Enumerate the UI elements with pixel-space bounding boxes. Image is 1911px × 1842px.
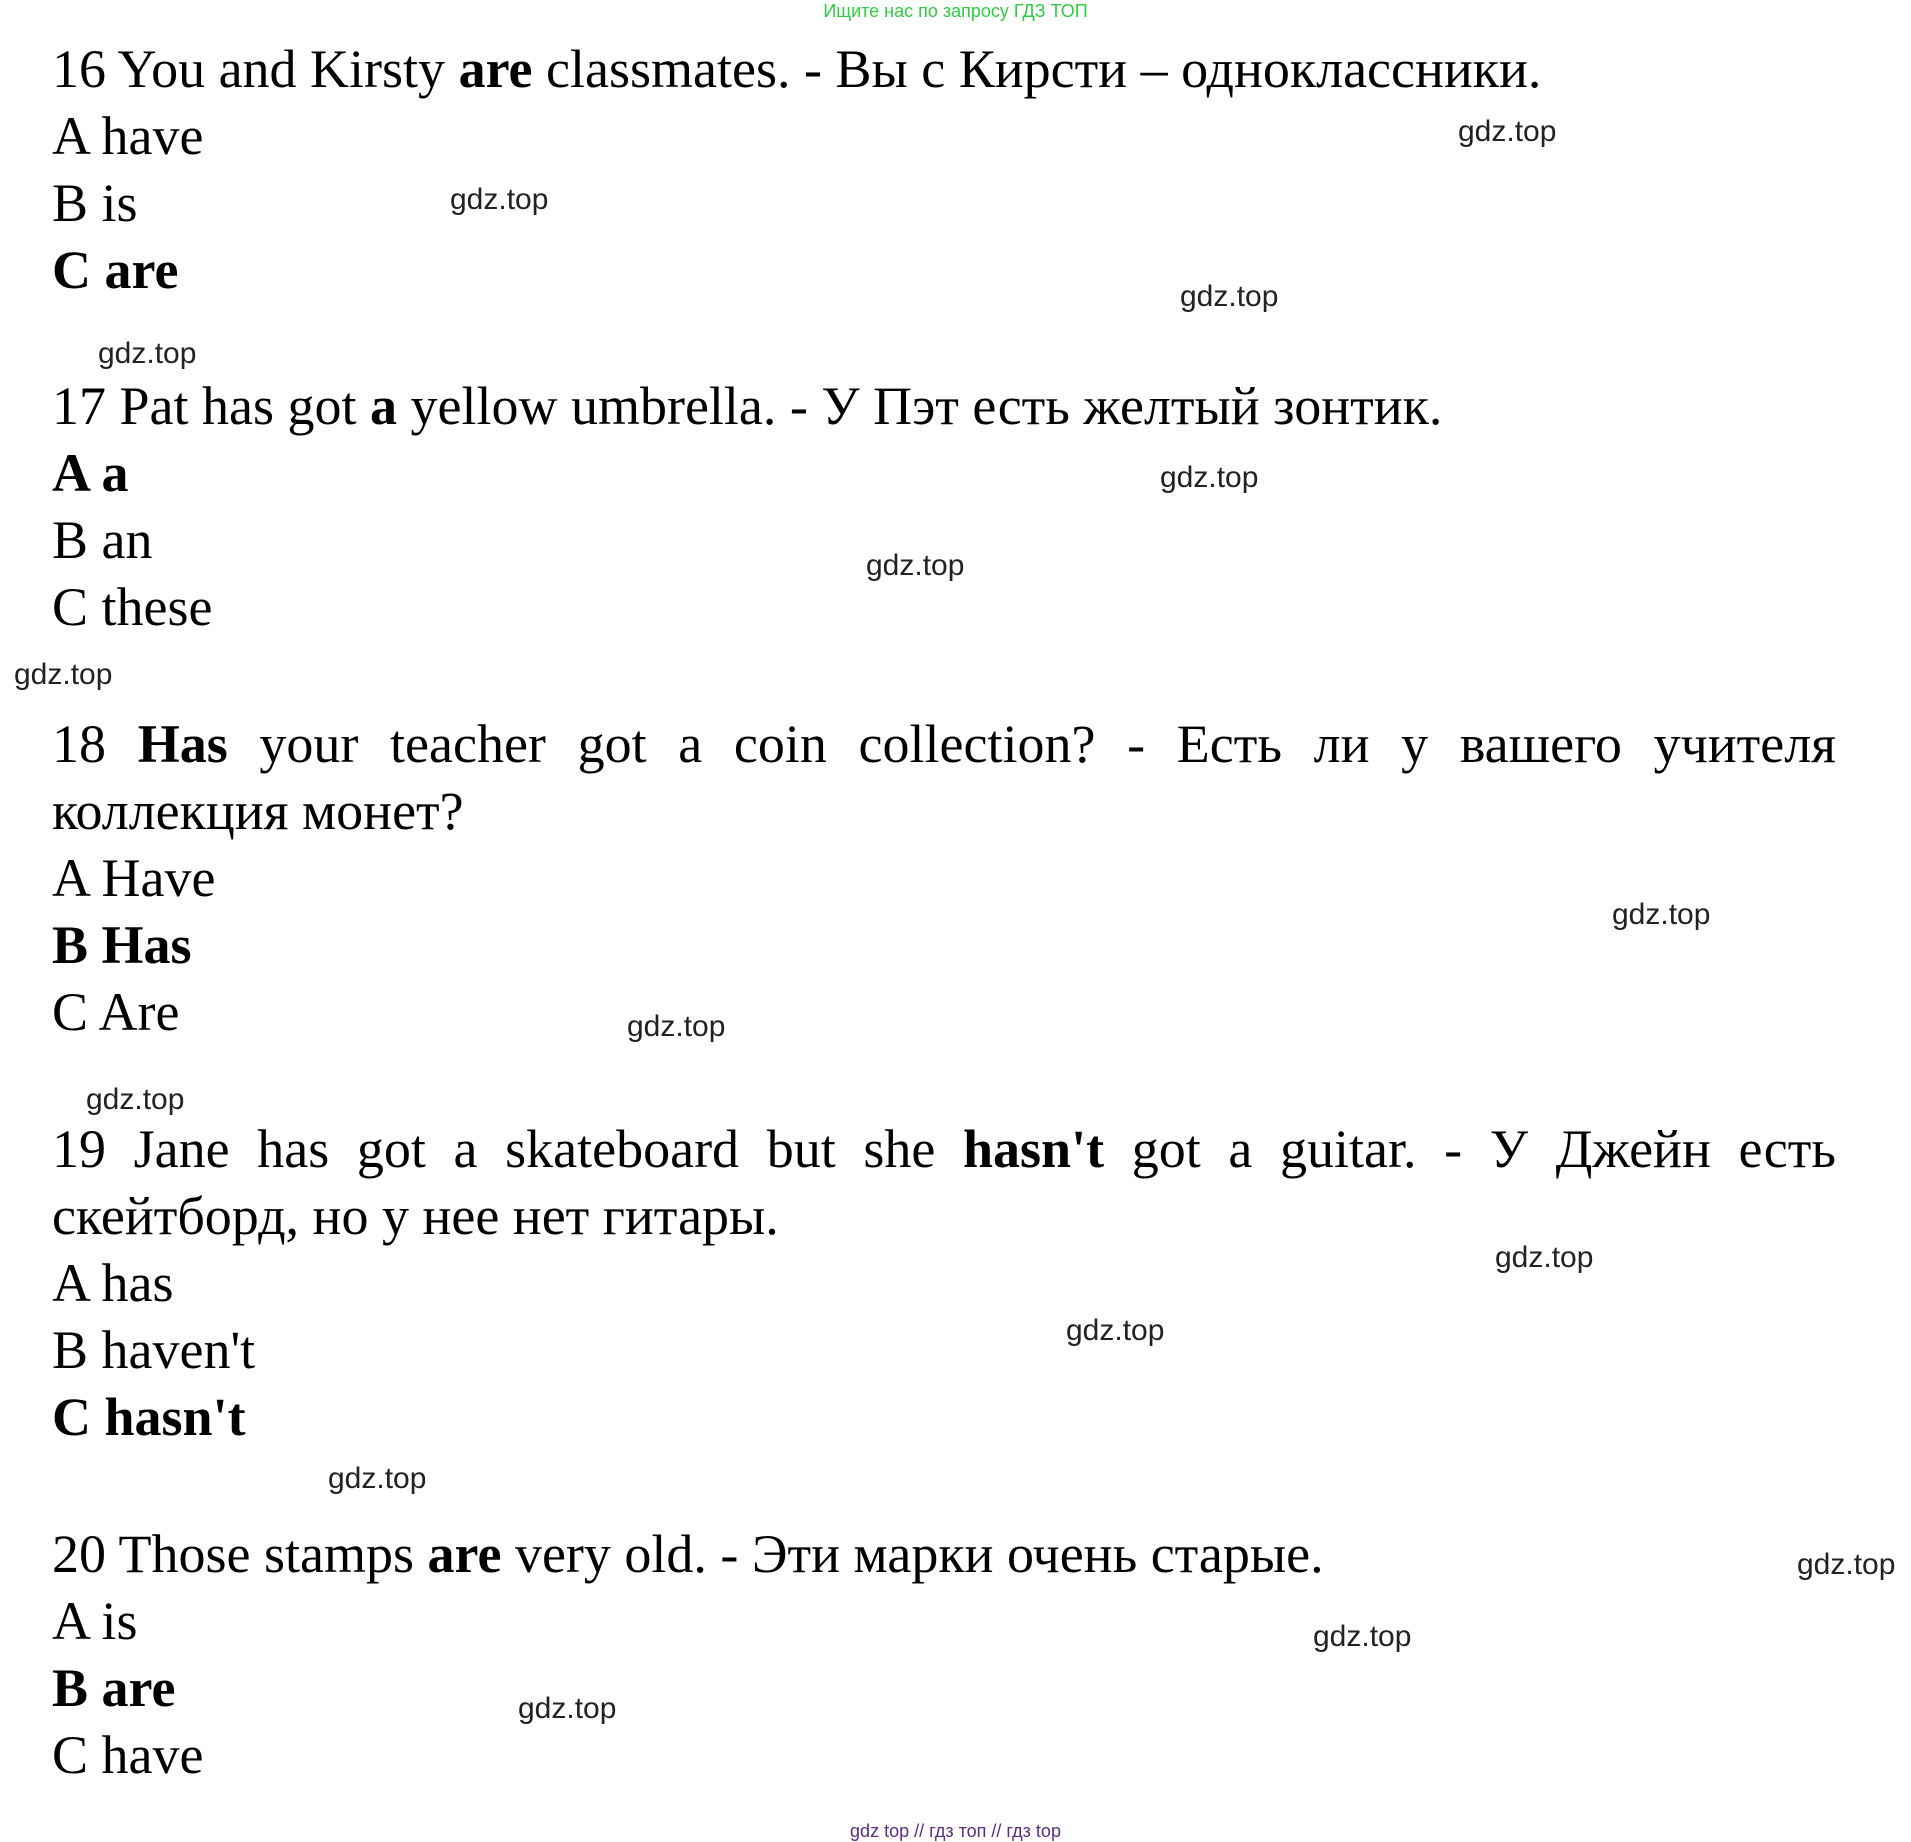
watermark: gdz.top [1612,898,1711,931]
option-b: B is [52,173,138,233]
question-stem [52,1521,1836,1588]
question-stem [52,1116,1836,1250]
watermark: gdz.top [86,1083,185,1116]
watermark: gdz.top [1180,280,1279,313]
footer: gdz top // гдз топ // гдз top [850,1821,1061,1841]
option-b: B are [52,1658,176,1718]
stem-text-pre [106,714,138,774]
watermark: gdz.top [1313,1620,1412,1653]
stem-answer-word: hasn't [963,1119,1105,1179]
watermark: gdz.top [450,183,549,216]
option-a: A is [52,1591,138,1651]
watermark: gdz.top [98,337,197,370]
option-b: B an [52,510,153,570]
option-c: C Are [52,982,180,1042]
top-banner: Ищите нас по запросу ГДЗ ТОП [823,1,1088,21]
watermark: gdz.top [1066,1314,1165,1347]
option-a: A have [52,106,204,166]
stem-text-post: your teacher got a coin collection? - Есть ли у вашего учителя коллекция монет? [52,714,1837,841]
stem-text-pre: Those stamps [106,1524,428,1584]
question-stem [52,36,1836,103]
stem-text-pre: Pat has got [106,376,370,436]
question-number: 17 [52,376,106,436]
question-stem [52,373,1836,440]
stem-answer-word: are [427,1524,502,1584]
watermark: gdz.top [1458,115,1557,148]
stem-answer-word: are [458,39,533,99]
option-b: B Has [52,915,192,975]
stem-text-post: got a guitar. - У Джейн есть скейтборд, но у нее нет гитары. [52,1119,1836,1246]
watermark: gdz.top [1160,461,1259,494]
question-number: 18 [52,714,106,774]
option-c: C these [52,577,213,637]
question-17 [52,373,1836,641]
watermark: gdz.top [866,549,965,582]
stem-answer-word: Has [137,714,228,774]
watermark: gdz.top [627,1010,726,1043]
stem-text-post: yellow umbrella. - У Пэт есть желтый зонтик. [397,376,1443,436]
stem-text-post: very old. - Эти марки очень старые. [501,1524,1324,1584]
stem-text-pre: You and Kirsty [106,39,459,99]
question-18 [52,711,1836,1046]
option-b: B haven't [52,1320,256,1380]
question-stem [52,711,1836,845]
watermark: gdz.top [328,1462,427,1495]
watermark: gdz.top [14,658,113,691]
option-a: A a [52,443,129,503]
question-19 [52,1116,1836,1451]
question-16 [52,36,1836,304]
option-a: A Have [52,848,216,908]
watermark: gdz.top [1797,1548,1896,1581]
stem-text-pre: Jane has got a skateboard but she [106,1119,963,1179]
option-c: C have [52,1725,204,1785]
option-c: C hasn't [52,1387,246,1447]
question-20 [52,1521,1836,1789]
stem-answer-word: a [370,376,397,436]
watermark: gdz.top [518,1692,617,1725]
question-number: 16 [52,39,106,99]
question-number: 19 [52,1119,106,1179]
option-c: C are [52,240,179,300]
question-number: 20 [52,1524,106,1584]
stem-text-post: classmates. - Вы с Кирсти – одноклассники. [532,39,1542,99]
watermark: gdz.top [1495,1241,1594,1274]
option-a: A has [52,1253,174,1313]
